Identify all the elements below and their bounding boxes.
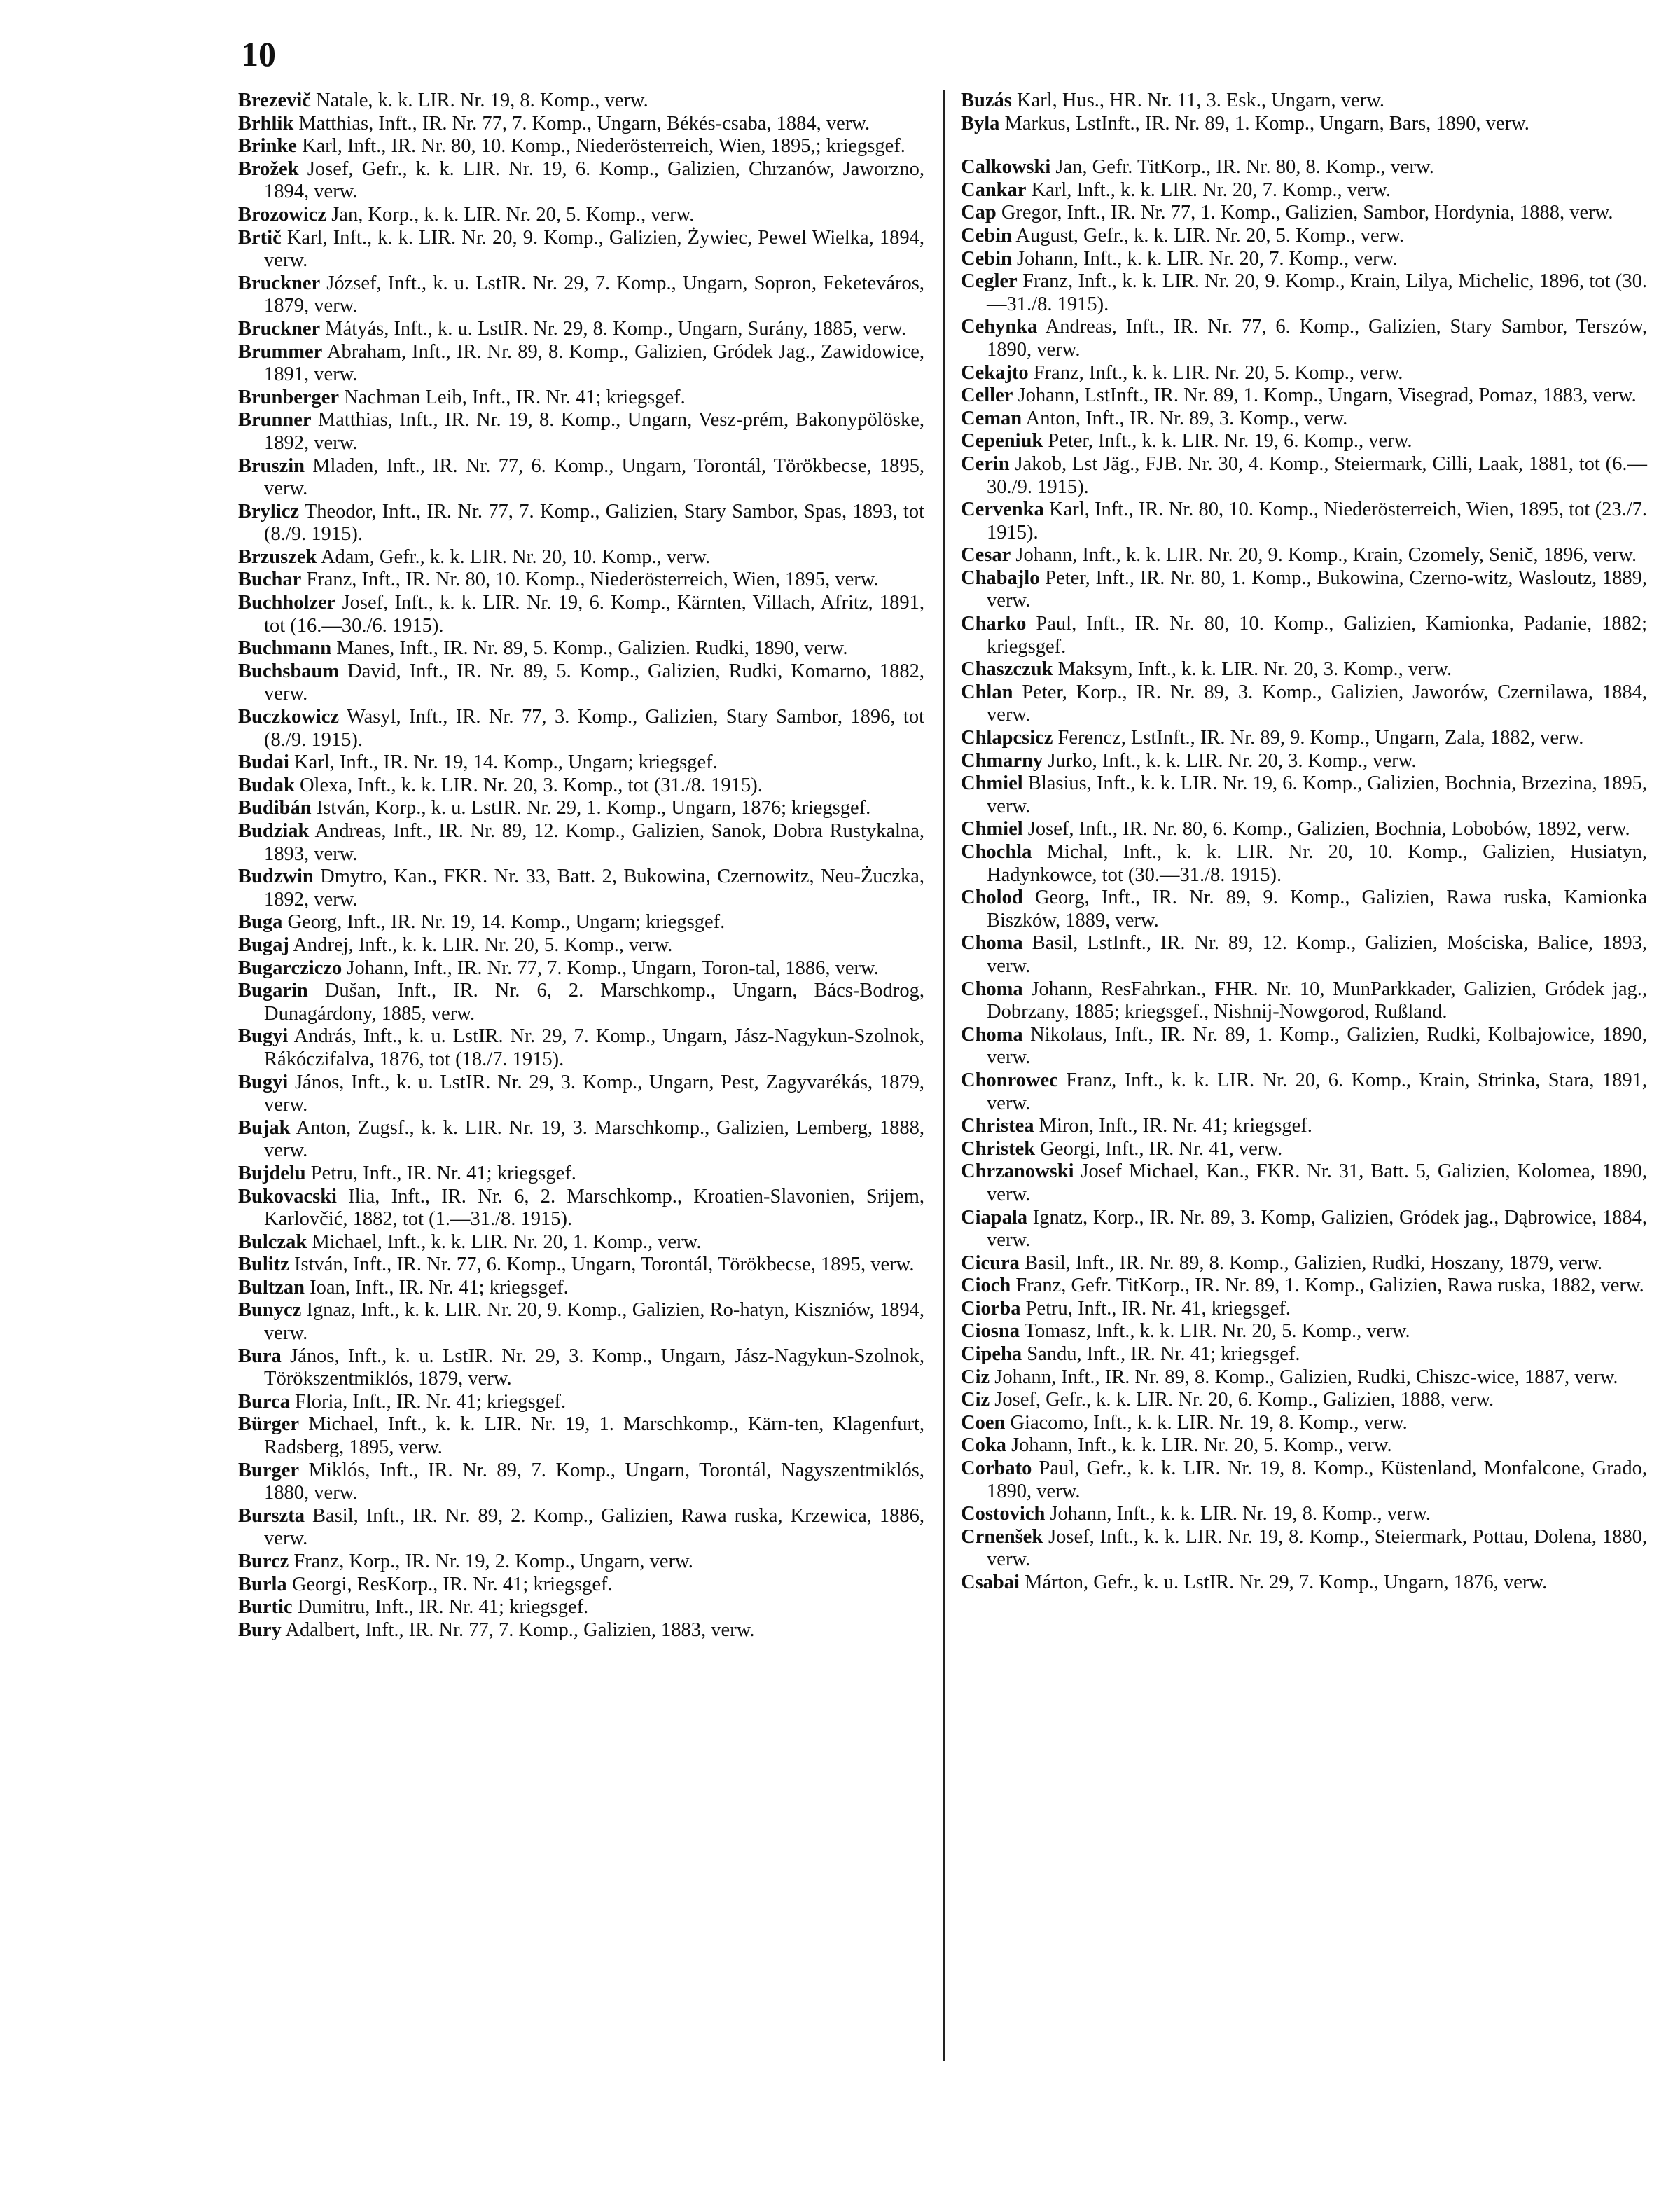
entry-surname: Cebin	[961, 224, 1012, 247]
entry-surname: Budziak	[238, 820, 310, 842]
register-entry	[961, 225, 1647, 248]
register-entry	[238, 90, 924, 113]
entry-surname: Bugarcziczo	[238, 957, 342, 979]
entry-surname: Budzwin	[238, 866, 314, 888]
entry-surname: Choma	[961, 978, 1023, 1000]
entry-details: András, Inft., k. u. LstIR. Nr. 29, 7. Komp., Ungarn, Jász-Nagykun-Szolnok, Rákóczifalva, 1876, tot (18./7. 1915).	[264, 1025, 924, 1070]
register-entry	[961, 1572, 1647, 1595]
page-number: 10	[241, 34, 276, 74]
register-entry	[961, 1207, 1647, 1252]
entry-surname: Budai	[238, 751, 289, 774]
entry-details: Petru, Inft., IR. Nr. 41; kriegsgef.	[310, 1162, 576, 1184]
entry-details: János, Inft., k. u. LstIR. Nr. 29, 3. Komp., Ungarn, Pest, Zagyvarékás, 1879, verw.	[264, 1071, 924, 1116]
register-entry	[961, 658, 1647, 681]
register-entry	[238, 318, 924, 341]
entry-details: Josef, Inft., k. k. LIR. Nr. 19, 8. Komp., Steiermark, Pottau, Dolena, 1880, verw.	[987, 1525, 1647, 1571]
entry-surname: Burszta	[238, 1504, 305, 1527]
entry-surname: Cholod	[961, 887, 1023, 909]
register-entry	[238, 135, 924, 158]
entry-surname: Bury	[238, 1619, 282, 1641]
entry-details: Miron, Inft., IR. Nr. 41; kriegsgef.	[1039, 1115, 1312, 1137]
register-entry	[238, 1025, 924, 1071]
register-entry	[238, 113, 924, 136]
entry-details: János, Inft., k. u. LstIR. Nr. 29, 3. Komp., Ungarn, Jász-Nagykun-Szolnok, Törökszentmiklós, 1879, verw.	[264, 1345, 925, 1390]
register-entry	[961, 1275, 1647, 1298]
register-entry	[238, 272, 924, 318]
entry-surname: Burger	[238, 1459, 300, 1481]
entry-surname: Brzuszek	[238, 546, 317, 568]
entry-details: Johann, Inft., k. k. LIR. Nr. 19, 8. Komp., verw.	[1050, 1503, 1431, 1525]
register-entry	[961, 430, 1647, 453]
entry-surname: Brunberger	[238, 386, 340, 408]
register-entry	[961, 681, 1647, 727]
register-entry	[961, 1389, 1647, 1412]
register-entry	[961, 362, 1647, 385]
entry-details: Maksym, Inft., k. k. LIR. Nr. 20, 3. Komp., verw.	[1057, 658, 1452, 681]
entry-surname: Brozowicz	[238, 203, 327, 226]
register-entry	[961, 727, 1647, 750]
register-entry	[961, 202, 1647, 225]
register-entry	[238, 1505, 924, 1551]
entry-details: Josef, Gefr., k. k. LIR. Nr. 19, 6. Komp., Galizien, Chrzanów, Jaworzno, 1894, verw.	[264, 158, 925, 203]
entry-details: Miklós, Inft., IR. Nr. 89, 7. Komp., Ungarn, Torontál, Nagyszentmiklós, 1880, verw.	[264, 1459, 924, 1504]
register-entry	[961, 1069, 1647, 1115]
entry-details: Ioan, Inft., IR. Nr. 41; kriegsgef.	[310, 1276, 569, 1298]
entry-details: Dumitru, Inft., IR. Nr. 41; kriegsgef.	[297, 1596, 589, 1619]
register-entry	[238, 660, 924, 706]
entry-details: Andreas, Inft., IR. Nr. 77, 6. Komp., Galizien, Stary Sambor, Terszów, 1890, verw.	[987, 316, 1647, 361]
entry-details: Basil, Inft., IR. Nr. 89, 2. Komp., Galizien, Rawa ruska, Krzewica, 1886, verw.	[264, 1504, 924, 1550]
entry-surname: Ciosna	[961, 1320, 1020, 1343]
entry-surname: Charko	[961, 613, 1027, 635]
entry-details: August, Gefr., k. k. LIR. Nr. 20, 5. Komp., verw.	[1015, 224, 1405, 247]
entry-details: Ilia, Inft., IR. Nr. 6, 2. Marschkomp., Kroatien-Slavonien, Srijem, Karlovčić, 1882, tot (1.—31./8. 1915).	[264, 1185, 925, 1231]
register-entry	[961, 887, 1647, 932]
entry-details: Blasius, Inft., k. k. LIR. Nr. 19, 6. Komp., Galizien, Bochnia, Brzezina, 1895, verw.	[987, 772, 1648, 817]
entry-details: Johann, Inft., IR. Nr. 89, 8. Komp., Galizien, Rudki, Chiszc-wice, 1887, verw.	[994, 1366, 1618, 1388]
entry-details: Nachman Leib, Inft., IR. Nr. 41; kriegsgef.	[344, 386, 686, 408]
column-left	[238, 90, 924, 1642]
entry-details: Michal, Inft., k. k. LIR. Nr. 20, 10. Komp., Galizien, Husiatyn, Hadynkowce, tot (30.—31./8. 1915).	[987, 841, 1647, 886]
entry-details: Johann, LstInft., IR. Nr. 89, 1. Komp., Ungarn, Visegrad, Pomaz, 1883, verw.	[1018, 384, 1637, 407]
entry-surname: Choma	[961, 1023, 1023, 1046]
entry-details: Johann, Inft., k. k. LIR. Nr. 20, 5. Komp., verw.	[1011, 1434, 1392, 1457]
entry-details: Mátyás, Inft., k. u. LstIR. Nr. 29, 8. Komp., Ungarn, Surány, 1885, verw.	[325, 317, 907, 340]
entry-details: Karl, Hus., HR. Nr. 11, 3. Esk., Ungarn, verw.	[1016, 90, 1385, 111]
register-entry	[961, 113, 1647, 136]
entry-surname: Buchholzer	[238, 592, 336, 614]
register-entry	[238, 911, 924, 934]
entry-surname: Ciz	[961, 1389, 990, 1411]
entry-surname: Bugaj	[238, 934, 289, 956]
entry-details: Basil, LstInft., IR. Nr. 89, 12. Komp., Galizien, Mościska, Balice, 1893, verw.	[987, 932, 1647, 977]
entry-surname: Burca	[238, 1390, 290, 1413]
entry-details: Natale, k. k. LIR. Nr. 19, 8. Komp., verw.	[316, 90, 648, 111]
entry-surname: Cap	[961, 202, 997, 224]
entry-details: Georgi, Inft., IR. Nr. 41, verw.	[1040, 1137, 1283, 1160]
entry-surname: Bruckner	[238, 272, 321, 294]
register-entry	[238, 1551, 924, 1574]
entry-details: Johann, Inft., k. k. LIR. Nr. 20, 7. Komp., verw.	[1016, 247, 1398, 270]
entry-details: József, Inft., k. u. LstIR. Nr. 29, 7. Komp., Ungarn, Sopron, Feketeváros, 1879, verw.	[264, 272, 924, 317]
entry-details: Josef, Gefr., k. k. LIR. Nr. 20, 6. Komp., Galizien, 1888, verw.	[994, 1389, 1494, 1411]
entry-details: Johann, ResFahrkan., FHR. Nr. 10, MunParkkader, Galizien, Gródek jag., Dobrzany, 1885; kriegsgef., Nishnij-Nowgorod, Rußland.	[987, 978, 1647, 1023]
register-entry	[961, 1024, 1647, 1069]
entry-details: Karl, Inft., IR. Nr. 19, 14. Komp., Ungarn; kriegsgef.	[294, 751, 718, 774]
entry-details: Karl, Inft., k. k. LIR. Nr. 20, 7. Komp., verw.	[1031, 179, 1391, 201]
register-entry	[238, 592, 924, 637]
entry-details: Sandu, Inft., IR. Nr. 41; kriegsgef.	[1027, 1343, 1300, 1366]
entry-surname: Burtic	[238, 1596, 293, 1619]
entry-details: Paul, Gefr., k. k. LIR. Nr. 19, 8. Komp., Küstenland, Monfalcone, Grado, 1890, verw.	[987, 1457, 1648, 1502]
entry-details: Peter, Inft., k. k. LIR. Nr. 19, 6. Komp., verw.	[1048, 430, 1412, 452]
register-entry	[238, 1277, 924, 1300]
entry-surname: Cicura	[961, 1252, 1020, 1274]
register-entry	[961, 1526, 1647, 1572]
register-entry	[961, 818, 1647, 841]
entry-details: Franz, Inft., k. k. LIR. Nr. 20, 5. Komp., verw.	[1033, 361, 1403, 384]
entry-details: Jakob, Lst Jäg., FJB. Nr. 30, 4. Komp., Steiermark, Cilli, Laak, 1881, tot (6.—30./9. 1915).	[987, 452, 1648, 498]
entry-surname: Bugyi	[238, 1025, 289, 1048]
entry-surname: Bura	[238, 1345, 282, 1367]
entry-surname: Chmiel	[961, 818, 1023, 840]
entry-surname: Budak	[238, 774, 295, 796]
entry-surname: Bujak	[238, 1116, 291, 1139]
entry-surname: Bruszin	[238, 455, 305, 477]
entry-surname: Chaszczuk	[961, 658, 1053, 681]
entry-surname: Buchmann	[238, 637, 332, 660]
register-entry	[238, 980, 924, 1025]
register-entry	[238, 1574, 924, 1597]
entry-details: Paul, Inft., IR. Nr. 80, 10. Komp., Galizien, Kamionka, Padanie, 1882; kriegsgef.	[987, 613, 1647, 658]
entry-surname: Cankar	[961, 179, 1027, 201]
entry-surname: Brinke	[238, 135, 297, 158]
entry-surname: Cepeniuk	[961, 430, 1043, 452]
register-entry	[961, 1434, 1647, 1457]
register-entry	[961, 1412, 1647, 1435]
entry-surname: Bulitz	[238, 1254, 289, 1276]
entry-surname: Bulczak	[238, 1231, 307, 1253]
entry-details: Giacomo, Inft., k. k. LIR. Nr. 19, 8. Komp., verw.	[1010, 1411, 1408, 1434]
entry-surname: Choma	[961, 932, 1023, 955]
entry-details: Josef Michael, Kan., FKR. Nr. 31, Batt. 5, Galizien, Kolomea, 1890, verw.	[987, 1160, 1648, 1205]
entry-surname: Cioch	[961, 1275, 1011, 1297]
register-entry	[961, 750, 1647, 773]
register-entry	[961, 179, 1647, 202]
entry-details: Abraham, Inft., IR. Nr. 89, 8. Komp., Galizien, Gródek Jag., Zawidowice, 1891, verw.	[264, 340, 924, 386]
entry-details: Michael, Inft., k. k. LIR. Nr. 20, 1. Komp., verw.	[312, 1231, 702, 1253]
entry-surname: Chrzanowski	[961, 1160, 1074, 1183]
entry-surname: Bürger	[238, 1413, 300, 1436]
entry-details: Franz, Korp., IR. Nr. 19, 2. Komp., Ungarn, verw.	[293, 1551, 693, 1572]
register-entry	[961, 499, 1647, 544]
register-entry	[238, 1117, 924, 1163]
register-entry	[238, 455, 924, 501]
entry-details: Matthias, Inft., IR. Nr. 77, 7. Komp., Ungarn, Békés-csaba, 1884, verw.	[298, 112, 870, 134]
register-entry	[238, 1163, 924, 1186]
register-entry	[961, 408, 1647, 431]
entry-details: Andreas, Inft., IR. Nr. 89, 12. Komp., Galizien, Sanok, Dobra Rustykalna, 1893, verw.	[264, 820, 924, 865]
entry-surname: Celler	[961, 384, 1013, 407]
register-entry	[238, 706, 924, 751]
entry-details: Georg, Inft., IR. Nr. 89, 9. Komp., Galizien, Rawa ruska, Kamionka Biszków, 1889, verw.	[987, 887, 1647, 931]
entry-surname: Calkowski	[961, 156, 1051, 179]
entry-details: Mladen, Inft., IR. Nr. 77, 6. Komp., Ungarn, Torontál, Törökbecse, 1895, verw.	[264, 455, 924, 500]
entry-details: Josef, Inft., k. k. LIR. Nr. 19, 6. Komp., Kärnten, Villach, Afritz, 1891, tot (16.—30./6. 1915).	[264, 592, 924, 637]
entry-surname: Buczkowicz	[238, 706, 340, 728]
register-entry	[961, 1503, 1647, 1526]
register-entry	[238, 751, 924, 775]
register-entry	[961, 248, 1647, 271]
entry-surname: Buchsbaum	[238, 660, 340, 682]
entry-surname: Brožek	[238, 158, 299, 180]
register-entry	[238, 227, 924, 272]
register-entry	[961, 932, 1647, 978]
entry-details: Gregor, Inft., IR. Nr. 77, 1. Komp., Galizien, Sambor, Hordynia, 1888, verw.	[1001, 202, 1613, 224]
entry-details: István, Inft., IR. Nr. 77, 6. Komp., Ungarn, Torontál, Törökbecse, 1895, verw.	[293, 1254, 915, 1276]
entry-details: Jan, Korp., k. k. LIR. Nr. 20, 5. Komp., verw.	[331, 203, 695, 226]
column-divider	[943, 90, 945, 2061]
entry-details: Johann, Inft., IR. Nr. 77, 7. Komp., Ungarn, Toron-tal, 1886, verw.	[347, 957, 879, 979]
entry-details: Johann, Inft., k. k. LIR. Nr. 20, 9. Komp., Krain, Czomely, Senič, 1896, verw.	[1015, 544, 1637, 567]
register-entry	[238, 1231, 924, 1254]
entry-details: Markus, LstInft., IR. Nr. 89, 1. Komp., Ungarn, Bars, 1890, verw.	[1004, 112, 1529, 134]
register-entry	[961, 1115, 1647, 1138]
register-entry	[961, 567, 1647, 613]
register-entry	[961, 841, 1647, 887]
entry-details: Franz, Inft., k. k. LIR. Nr. 20, 9. Komp., Krain, Lilya, Michelic, 1896, tot (30.—31./8. 1915).	[987, 270, 1648, 315]
entry-surname: Bujdelu	[238, 1162, 306, 1184]
entry-surname: Brhlik	[238, 112, 294, 134]
entry-surname: Christek	[961, 1137, 1036, 1160]
register-entry	[961, 1457, 1647, 1503]
entry-surname: Chabajlo	[961, 567, 1040, 589]
register-entry	[238, 866, 924, 911]
entry-surname: Cipeha	[961, 1343, 1022, 1366]
entry-details: Michael, Inft., k. k. LIR. Nr. 19, 1. Marschkomp., Kärn-ten, Klagenfurt, Radsberg, 1895, verw.	[264, 1413, 924, 1459]
entry-surname: Crnenšek	[961, 1525, 1043, 1548]
register-entry	[238, 387, 924, 410]
entry-surname: Csabai	[961, 1572, 1020, 1593]
entry-details: Karl, Inft., IR. Nr. 80, 10. Komp., Niederösterreich, Wien, 1895, tot (23./7. 1915).	[987, 499, 1648, 543]
register-entry	[238, 158, 924, 204]
entry-details: István, Korp., k. u. LstIR. Nr. 29, 1. Komp., Ungarn, 1876; kriegsgef.	[316, 797, 871, 819]
entry-surname: Cerin	[961, 452, 1010, 475]
entry-surname: Costovich	[961, 1503, 1046, 1525]
register-entry	[961, 90, 1647, 113]
entry-details: Andrej, Inft., k. k. LIR. Nr. 20, 5. Komp., verw.	[293, 934, 673, 956]
register-entry	[238, 797, 924, 820]
entry-details: Wasyl, Inft., IR. Nr. 77, 3. Komp., Galizien, Stary Sambor, 1896, tot (8./9. 1915).	[264, 706, 924, 751]
entry-surname: Byla	[961, 112, 1000, 134]
register-entry	[238, 775, 924, 798]
entry-details: Olexa, Inft., k. k. LIR. Nr. 20, 3. Komp., tot (31./8. 1915).	[299, 774, 763, 796]
register-entry	[238, 957, 924, 980]
entry-details: Petru, Inft., IR. Nr. 41, kriegsgef.	[1025, 1297, 1291, 1319]
register-entry	[961, 1366, 1647, 1389]
entry-details: Josef, Inft., IR. Nr. 80, 6. Komp., Galizien, Bochnia, Lobobów, 1892, verw.	[1027, 818, 1630, 840]
entry-details: Floria, Inft., IR. Nr. 41; kriegsgef.	[295, 1390, 567, 1413]
entry-details: Nikolaus, Inft., IR. Nr. 89, 1. Komp., Galizien, Rudki, Kolbajowice, 1890, verw.	[987, 1023, 1647, 1069]
entry-surname: Chmiel	[961, 772, 1023, 795]
register-entry	[961, 978, 1647, 1024]
entry-surname: Brunner	[238, 409, 312, 431]
entry-details: Karl, Inft., k. k. LIR. Nr. 20, 9. Komp., Galizien, Żywiec, Pewel Wielka, 1894, verw.	[264, 226, 924, 272]
entry-surname: Brummer	[238, 340, 323, 363]
register-entry	[238, 409, 924, 455]
register-entry	[238, 1345, 924, 1391]
entry-surname: Cekajto	[961, 361, 1029, 384]
register-entry	[961, 453, 1647, 499]
entry-surname: Ciz	[961, 1366, 990, 1388]
entry-details: Matthias, Inft., IR. Nr. 19, 8. Komp., Ungarn, Vesz-prém, Bakonypölöske, 1892, verw.	[264, 409, 925, 454]
entry-surname: Chlan	[961, 681, 1013, 703]
entry-details: Ferencz, LstInft., IR. Nr. 89, 9. Komp., Ungarn, Zala, 1882, verw.	[1057, 727, 1584, 749]
register-entry	[961, 1343, 1647, 1366]
register-entry	[961, 1160, 1647, 1206]
register-entry	[238, 1619, 924, 1642]
entry-details: Tomasz, Inft., k. k. LIR. Nr. 20, 5. Komp., verw.	[1024, 1320, 1410, 1343]
entry-details: Adam, Gefr., k. k. LIR. Nr. 20, 10. Komp., verw.	[320, 546, 711, 568]
register-entry	[961, 384, 1647, 408]
register-entry	[238, 341, 924, 387]
entry-surname: Brylicz	[238, 500, 300, 522]
register-entry	[961, 156, 1647, 179]
entry-surname: Buchar	[238, 569, 302, 591]
register-entry	[238, 569, 924, 592]
entry-surname: Cebin	[961, 247, 1012, 270]
entry-surname: Bukovacski	[238, 1185, 337, 1207]
entry-surname: Christea	[961, 1115, 1034, 1137]
entry-details: Anton, Inft., IR. Nr. 89, 3. Komp., verw.	[1025, 407, 1348, 429]
entry-surname: Budibán	[238, 797, 312, 819]
entry-surname: Brezevič	[238, 90, 311, 111]
register-entry	[961, 772, 1647, 818]
register-entry	[961, 1252, 1647, 1275]
entry-surname: Coka	[961, 1434, 1006, 1457]
entry-surname: Corbato	[961, 1457, 1032, 1480]
register-entry	[961, 1320, 1647, 1343]
entry-details: Dušan, Inft., IR. Nr. 6, 2. Marschkomp., Ungarn, Bács-Bodrog, Dunagárdony, 1885, verw.	[264, 980, 924, 1025]
register-entry	[238, 1391, 924, 1414]
register-entry	[238, 1413, 924, 1459]
entry-surname: Chlapcsicz	[961, 727, 1053, 749]
entry-details: David, Inft., IR. Nr. 89, 5. Komp., Galizien, Rudki, Komarno, 1882, verw.	[264, 660, 925, 705]
entry-details: Georg, Inft., IR. Nr. 19, 14. Komp., Ungarn; kriegsgef.	[287, 911, 726, 934]
entry-details: Anton, Zugsf., k. k. LIR. Nr. 19, 3. Marschkomp., Galizien, Lemberg, 1888, verw.	[264, 1116, 924, 1162]
entry-surname: Ciorba	[961, 1297, 1021, 1319]
register-entry	[238, 1596, 924, 1619]
entry-details: Franz, Gefr. TitKorp., IR. Nr. 89, 1. Komp., Galizien, Rawa ruska, 1882, verw.	[1015, 1275, 1644, 1297]
entry-surname: Chochla	[961, 841, 1032, 863]
register-entry	[238, 934, 924, 957]
entry-details: Jan, Gefr. TitKorp., IR. Nr. 80, 8. Komp., verw.	[1055, 156, 1434, 179]
register-entry	[238, 1072, 924, 1117]
register-entry	[238, 820, 924, 866]
entry-details: Manes, Inft., IR. Nr. 89, 5. Komp., Galizien. Rudki, 1890, verw.	[336, 637, 848, 660]
entry-details: Jurko, Inft., k. k. LIR. Nr. 20, 3. Komp., verw.	[1048, 749, 1417, 772]
entry-surname: Chmarny	[961, 749, 1043, 772]
entry-details: Peter, Korp., IR. Nr. 89, 3. Komp., Galizien, Jaworów, Czernilawa, 1884, verw.	[987, 681, 1647, 726]
register-entry	[961, 316, 1647, 361]
entry-surname: Ciapala	[961, 1206, 1028, 1228]
entry-details: Theodor, Inft., IR. Nr. 77, 7. Komp., Galizien, Stary Sambor, Spas, 1893, tot (8./9. 1915).	[264, 500, 924, 546]
register-entry	[238, 1460, 924, 1505]
entry-surname: Bugyi	[238, 1071, 289, 1093]
entry-surname: Buzás	[961, 90, 1012, 111]
entry-details: Márton, Gefr., k. u. LstIR. Nr. 29, 7. Komp., Ungarn, 1876, verw.	[1025, 1572, 1548, 1593]
entry-details: Ignatz, Korp., IR. Nr. 89, 3. Komp, Galizien, Gródek jag., Dąbrowice, 1884, verw.	[987, 1206, 1647, 1252]
register-entry	[238, 1254, 924, 1277]
entry-surname: Cesar	[961, 544, 1011, 567]
entry-surname: Cervenka	[961, 499, 1044, 521]
entry-details: Basil, Inft., IR. Nr. 89, 8. Komp., Galizien, Rudki, Hoszany, 1879, verw.	[1025, 1252, 1603, 1274]
entry-surname: Cegler	[961, 270, 1018, 293]
entry-surname: Burcz	[238, 1551, 289, 1572]
entry-details: Adalbert, Inft., IR. Nr. 77, 7. Komp., Galizien, 1883, verw.	[285, 1619, 755, 1641]
entry-surname: Coen	[961, 1411, 1006, 1434]
entry-details: Franz, Inft., IR. Nr. 80, 10. Komp., Niederösterreich, Wien, 1895, verw.	[306, 569, 879, 591]
register-entry	[238, 546, 924, 569]
entry-surname: Burla	[238, 1573, 287, 1595]
entry-surname: Buga	[238, 911, 283, 934]
entry-details: Karl, Inft., IR. Nr. 80, 10. Komp., Niederösterreich, Wien, 1895,; kriegsgef.	[302, 135, 905, 158]
entry-surname: Brtič	[238, 226, 282, 249]
register-entry	[961, 270, 1647, 316]
register-entry	[238, 1299, 924, 1345]
register-entry	[961, 544, 1647, 567]
entry-details: Peter, Inft., IR. Nr. 80, 1. Komp., Bukowina, Czerno-witz, Wasloutz, 1889, verw.	[987, 567, 1647, 612]
entry-surname: Chonrowec	[961, 1069, 1058, 1091]
entry-surname: Cehynka	[961, 316, 1038, 338]
register-entry	[961, 613, 1647, 658]
column-right	[961, 90, 1647, 1595]
entry-details: Ignaz, Inft., k. k. LIR. Nr. 20, 9. Komp., Galizien, Ro-hatyn, Kiszniów, 1894, verw.	[264, 1299, 925, 1345]
register-entry	[238, 637, 924, 660]
entry-details: Georgi, ResKorp., IR. Nr. 41; kriegsgef.	[291, 1573, 613, 1595]
register-entry	[238, 1186, 924, 1231]
register-entry	[238, 204, 924, 227]
entry-surname: Bugarin	[238, 980, 308, 1002]
entry-details: Franz, Inft., k. k. LIR. Nr. 20, 6. Komp., Krain, Strinka, Stara, 1891, verw.	[987, 1069, 1647, 1114]
entry-surname: Bultzan	[238, 1276, 305, 1298]
register-entry	[961, 1138, 1647, 1161]
entry-surname: Bunycz	[238, 1299, 302, 1322]
entry-surname: Ceman	[961, 407, 1022, 429]
entry-surname: Bruckner	[238, 317, 321, 340]
register-entry	[238, 501, 924, 546]
register-entry	[961, 1298, 1647, 1321]
entry-details: Dmytro, Kan., FKR. Nr. 33, Batt. 2, Bukowina, Czernowitz, Neu-Żuczka, 1892, verw.	[264, 866, 924, 910]
